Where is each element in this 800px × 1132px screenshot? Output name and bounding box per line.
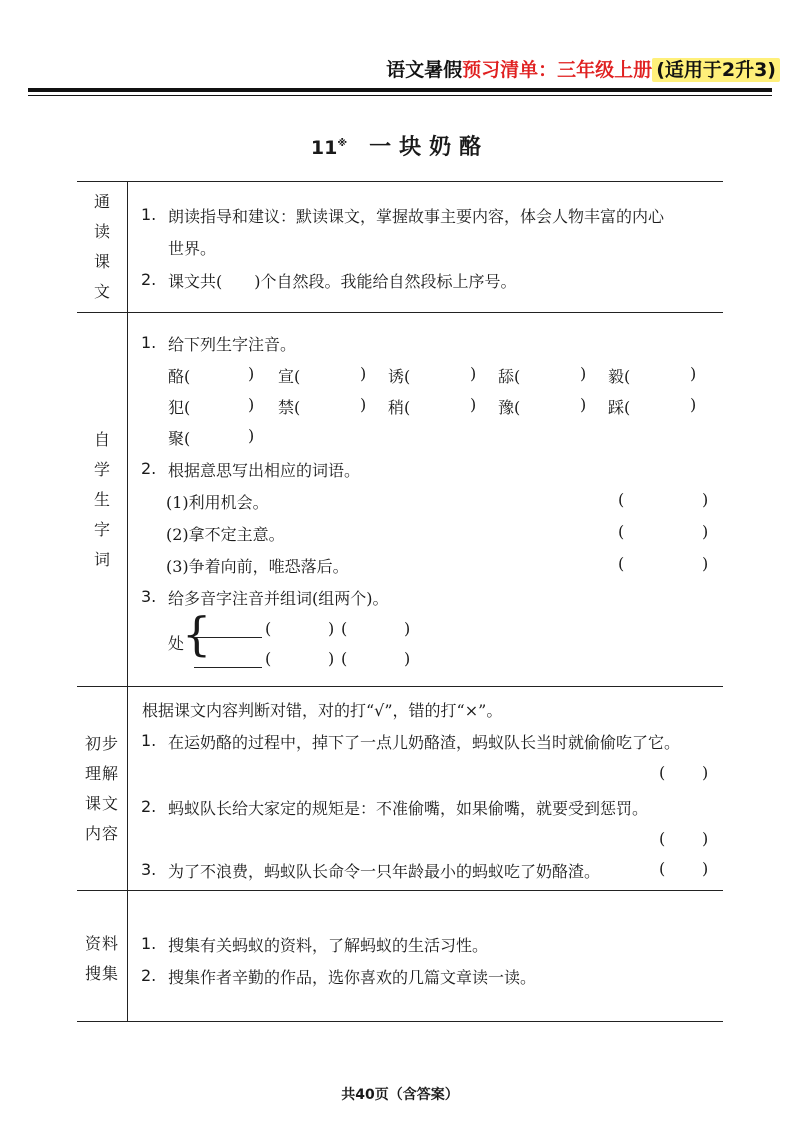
answer-blank[interactable]: (	[618, 490, 625, 509]
header-subject: 语文暑假	[386, 59, 463, 81]
pinyin-line[interactable]	[194, 667, 262, 668]
header-rule-thick	[28, 88, 772, 92]
word-blank[interactable]: (	[265, 619, 272, 638]
pinyin-item[interactable]: 禁(	[278, 398, 301, 417]
read-item-2[interactable]: 课文共( )个自然段。我能给自然段标上序号。	[168, 272, 517, 291]
pinyin-item[interactable]: 稍(	[388, 398, 411, 417]
word-blank[interactable]: (	[265, 649, 272, 668]
section-words-content: 1. 给下列生字注音。 酪( ) 宣( ) 诱( ) 舔( ) 毅( ) 犯( ) 禁( ) 稍( ) 豫( ) 踩( ) 聚( ) 2. 根据意思写出相应的词语。 (1)利用机会。 ( ) (2)拿不定主意。 ( ) (3)争着向前，唯恐落后。 ( ) 3. 给多音字注音并组词(组两个)。 处 { ( ) ( ) ( ) ( )	[141, 333, 709, 668]
word-blank[interactable]: (	[341, 619, 348, 638]
header-grade-note: (适用于2升3)	[652, 58, 780, 82]
polyphonic-char: 处	[168, 634, 185, 653]
pinyin-item[interactable]: 犯(	[168, 398, 191, 417]
pinyin-item[interactable]: 踩(	[608, 398, 631, 417]
pinyin-item[interactable]: 聚(	[168, 429, 191, 448]
lesson-name: 一块奶酪	[369, 135, 490, 160]
q2-item-3: (3)争着向前，唯恐落后。	[166, 557, 349, 576]
read-item-1: 朗读指导和建议：默读课文，掌握故事主要内容，体会人物丰富的内心	[168, 207, 665, 226]
header-title: 预习清单：三年级上册	[462, 59, 653, 81]
section-collect-content: 1. 搜集有关蚂蚁的资料，了解蚂蚁的生活习性。 2. 搜集作者辛勤的作品，选你喜欢的几篇文章读一读。	[141, 934, 537, 987]
section-understand	[77, 686, 723, 890]
collect-task-1: 搜集有关蚂蚁的资料，了解蚂蚁的生活习性。	[168, 936, 489, 955]
section-understand-content: 根据课文内容判断对错，对的打“√”，错的打“×”。 1. 在运奶酪的过程中，掉下了一点儿奶酪渣，蚂蚁队长当时就偷偷吃了它。 ( ) 2. 蚂蚁队长给大家定的规矩是：不准偷嘴，如果偷嘴，就要受到惩罚。 ( ) 3. 为了不浪费，蚂蚁队长命令一只年龄最小的蚂蚁吃了奶酪渣。 ( )	[128, 687, 723, 890]
section-words	[77, 312, 723, 686]
pinyin-item[interactable]: 豫(	[498, 398, 521, 417]
word-blank[interactable]: (	[341, 649, 348, 668]
section-read-content: 1. 朗读指导和建议：默读课文，掌握故事主要内容，体会人物丰富的内心 世界。 2. 课文共( )个自然段。我能给自然段标上序号。	[141, 205, 665, 291]
answer-blank[interactable]: (	[618, 522, 625, 541]
page-header	[386, 55, 780, 82]
judge-blank[interactable]: (	[659, 859, 666, 878]
lesson-star: ※	[337, 137, 348, 149]
pinyin-item[interactable]: 毅(	[608, 367, 631, 386]
collect-task-2: 搜集作者辛勤的作品，选你喜欢的几篇文章读一读。	[168, 968, 537, 987]
pinyin-item[interactable]: 宣(	[278, 367, 301, 386]
section-read	[77, 181, 723, 312]
brace: {	[182, 607, 212, 661]
judge-blank[interactable]: (	[659, 763, 666, 782]
words-q2: 根据意思写出相应的词语。	[168, 461, 361, 480]
judge-blank[interactable]: (	[659, 829, 666, 848]
pinyin-item[interactable]: 舔(	[498, 367, 521, 386]
q2-item-2: (2)拿不定主意。	[166, 525, 285, 544]
q2-item-1: (1)利用机会。	[166, 493, 269, 512]
section-read-label: 通 读 课 文	[77, 182, 128, 312]
section-collect	[77, 890, 723, 1022]
answer-blank[interactable]: (	[618, 554, 625, 573]
words-q3: 给多音字注音并组词(组两个)。	[168, 589, 389, 608]
pinyin-line[interactable]	[194, 637, 262, 638]
section-understand-label: 初步 理解 课文 内容	[77, 687, 128, 890]
header-rule-thin	[28, 95, 772, 96]
section-words-label: 自 学 生 字 词	[77, 313, 128, 686]
judge-statement-3: 为了不浪费，蚂蚁队长命令一只年龄最小的蚂蚁吃了奶酪渣。	[168, 862, 601, 881]
judge-instruction: 根据课文内容判断对错，对的打“√”，错的打“×”。	[142, 701, 503, 720]
section-collect-label: 资料 搜集	[77, 891, 128, 1021]
page-footer: 共40页（含答案）	[341, 1087, 459, 1103]
pinyin-item[interactable]: 诱(	[388, 367, 411, 386]
lesson-number: 11	[310, 137, 338, 159]
preview-table	[77, 181, 723, 1022]
judge-statement-1: 在运奶酪的过程中，掉下了一点儿奶酪渣，蚂蚁队长当时就偷偷吃了它。	[168, 733, 681, 752]
judge-statement-2: 蚂蚁队长给大家定的规矩是：不准偷嘴，如果偷嘴，就要受到惩罚。	[168, 799, 649, 818]
pinyin-item[interactable]: 酪(	[168, 367, 191, 386]
words-q1: 给下列生字注音。	[168, 335, 297, 354]
lesson-title	[0, 130, 800, 161]
